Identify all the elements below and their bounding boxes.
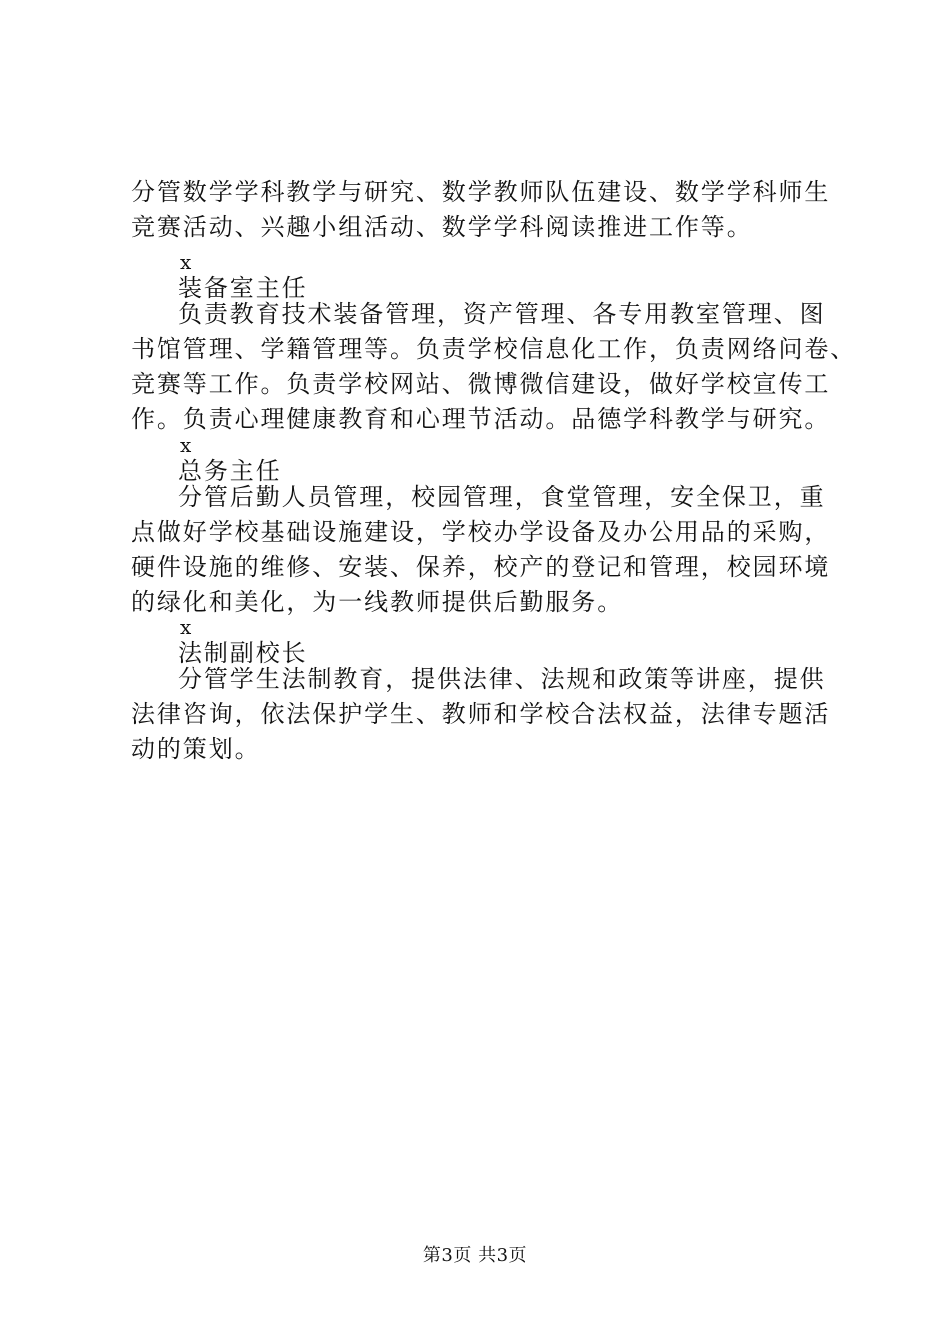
paragraph-line: 分管学生法制教育，提供法律、法规和政策等讲座，提供 <box>178 665 826 693</box>
paragraph-line: 硬件设施的维修、安装、保养，校产的登记和管理，校园环境 <box>131 553 831 581</box>
paragraph-line: 点做好学校基础设施建设，学校办学设备及办公用品的采购， <box>131 518 831 546</box>
paragraph-line: 书馆管理、学籍管理等。负责学校信息化工作，负责网络问卷、 <box>131 335 857 363</box>
section-title: 总务主任 <box>178 457 282 485</box>
section-marker: x <box>180 433 192 457</box>
paragraph-line: 分管数学学科教学与研究、数学教师队伍建设、数学学科师生 <box>131 178 831 206</box>
paragraph-line: 动的策划。 <box>131 735 261 763</box>
paragraph-line: 的绿化和美化，为一线教师提供后勤服务。 <box>131 588 624 616</box>
section-title: 法制副校长 <box>178 639 308 667</box>
section-marker: x <box>180 615 192 639</box>
paragraph-line: 负责教育技术装备管理，资产管理、各专用教室管理、图 <box>178 300 826 328</box>
paragraph-line: 法律咨询，依法保护学生、教师和学校合法权益，法律专题活 <box>131 700 831 728</box>
paragraph-line: 竞赛活动、兴趣小组活动、数学学科阅读推进工作等。 <box>131 213 753 241</box>
paragraph-line: 分管后勤人员管理，校园管理，食堂管理，安全保卫，重 <box>178 483 826 511</box>
section-marker: x <box>180 250 192 274</box>
paragraph-line: 作。负责心理健康教育和心理节活动。品德学科教学与研究。 <box>131 405 831 433</box>
page-footer: 第3页 共3页 <box>422 1245 528 1266</box>
paragraph-line: 竞赛等工作。负责学校网站、微博微信建设，做好学校宣传工 <box>131 370 831 398</box>
section-title: 装备室主任 <box>178 274 308 302</box>
